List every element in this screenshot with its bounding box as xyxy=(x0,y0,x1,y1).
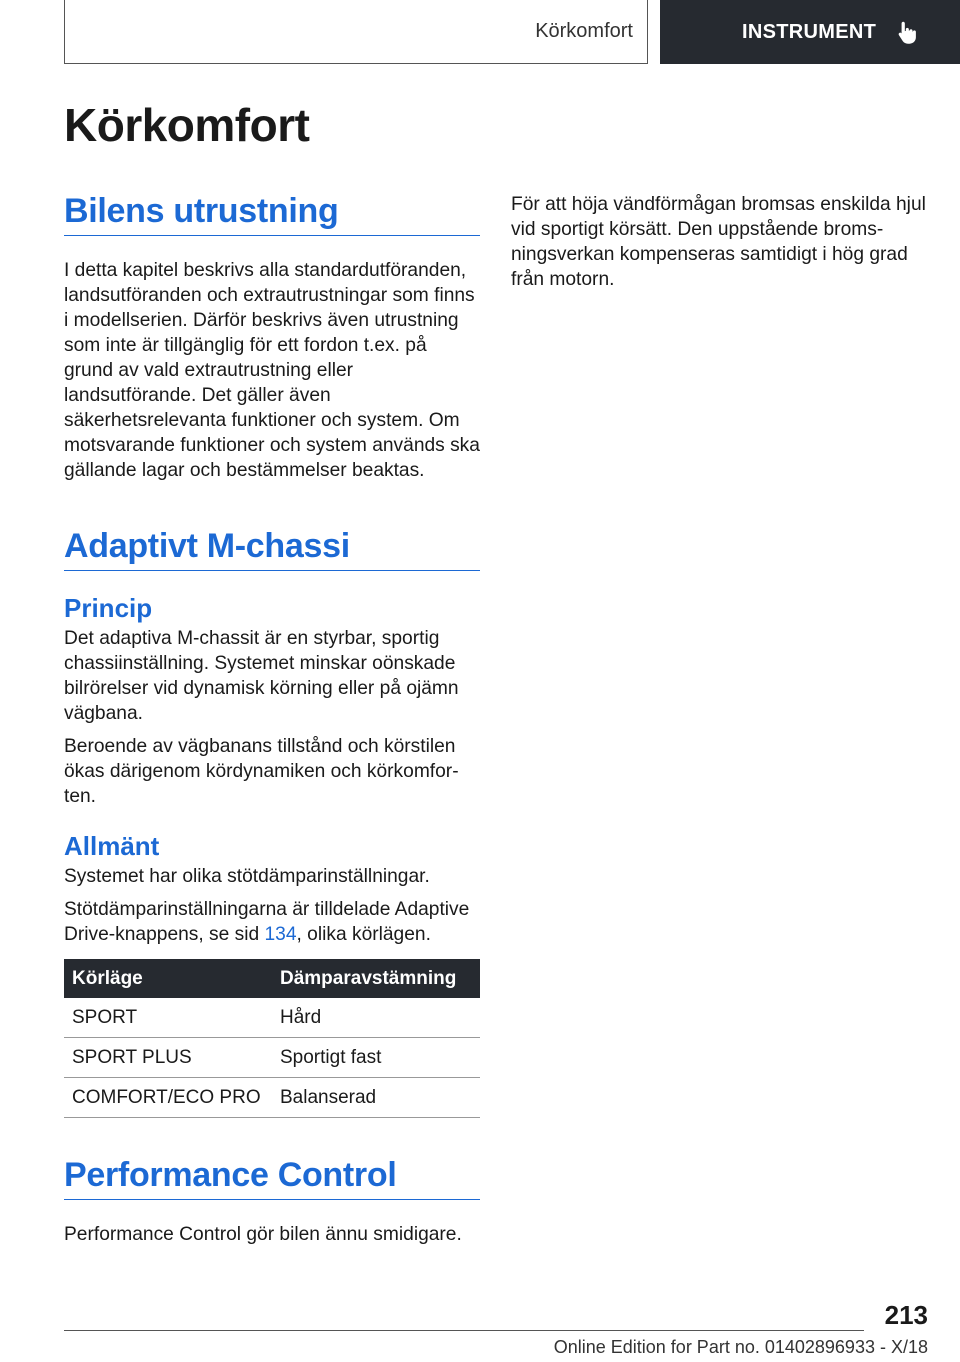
general-text-2-start: Stötdämparinställningarna är tilldelade Adaptive Drive-knappens, se sid xyxy=(64,899,470,945)
table-cell: Sportigt fast xyxy=(272,1038,480,1078)
page-title: Körkomfort xyxy=(64,99,310,151)
footer-divider xyxy=(64,1330,864,1331)
footer-edition: Online Edition for Part no. 01402896933 - X/18 xyxy=(553,1337,928,1357)
header-chapter-tab xyxy=(660,0,960,64)
equipment-text: I detta kapitel beskrivs alla standardutföranden, landsutföranden och extrautrustningar som finns i modellserien. Därför beskrivs även utrustning som inte är tillgänglig för ett fordon t.ex. på grund av vald extrautrustning eller landsutförande. Det gäller även säkerhetsrelevanta funktioner och system. Om motsvarande funktioner och system används ska gällande lagar och bestämmelser beaktas. xyxy=(64,260,480,481)
performance-text-continued: För att höja vändförmågan bromsas enskilda hjul vid sportigt körsätt. Den uppstående bromsningsverkan kompenseras samtidigt i hög grad från motorn. xyxy=(511,194,926,290)
table-row xyxy=(64,1078,480,1118)
table-cell: COMFORT/ECO PRO xyxy=(64,1078,272,1118)
left-column xyxy=(64,192,480,1247)
general-text-1: Systemet har olika stötdämparinställningar. xyxy=(64,866,430,887)
heading-equipment: Bilens utrustning xyxy=(64,192,480,236)
page-number: 213 xyxy=(884,1300,928,1330)
heading-general: Allmänt xyxy=(64,831,160,861)
general-text-2 xyxy=(64,897,480,947)
heading-adaptive: Adaptivt M-chassi xyxy=(64,527,480,571)
table-row xyxy=(64,998,480,1038)
header-section-tab xyxy=(64,0,648,64)
heading-performance: Performance Control xyxy=(64,1156,480,1200)
table-header-cell: Körläge xyxy=(64,959,272,998)
table-cell: Balanserad xyxy=(272,1078,480,1118)
principle-text-2: Beroende av vägbanans tillstånd och körstilen ökas därigenom kördynamiken och körkomforten. xyxy=(64,736,459,807)
header-section-label: Körkomfort xyxy=(535,20,633,42)
heading-principle: Princip xyxy=(64,593,153,623)
header-chapter-label: INSTRUMENT xyxy=(742,20,877,43)
table-header-cell: Dämparavstämning xyxy=(272,959,480,998)
page-reference-link[interactable]: 134 xyxy=(264,924,297,945)
table-header-row xyxy=(64,959,480,998)
damper-settings-table xyxy=(64,959,480,1118)
performance-text: Performance Control gör bilen ännu smidigare. xyxy=(64,1224,462,1245)
principle-text-1: Det adaptiva M-chassit är en styrbar, sportig chassiinställning. Systemet minskar oönskade bilrörelser vid dynamisk körning eller på ojämn vägbana. xyxy=(64,628,459,724)
table-cell: SPORT PLUS xyxy=(64,1038,272,1078)
general-text-2-end: , olika körlägen. xyxy=(296,924,431,945)
right-column xyxy=(511,192,927,292)
table-cell: SPORT xyxy=(64,998,272,1038)
table-cell: Hård xyxy=(272,998,480,1038)
pointing-hand-icon xyxy=(894,19,920,45)
table-row xyxy=(64,1038,480,1078)
